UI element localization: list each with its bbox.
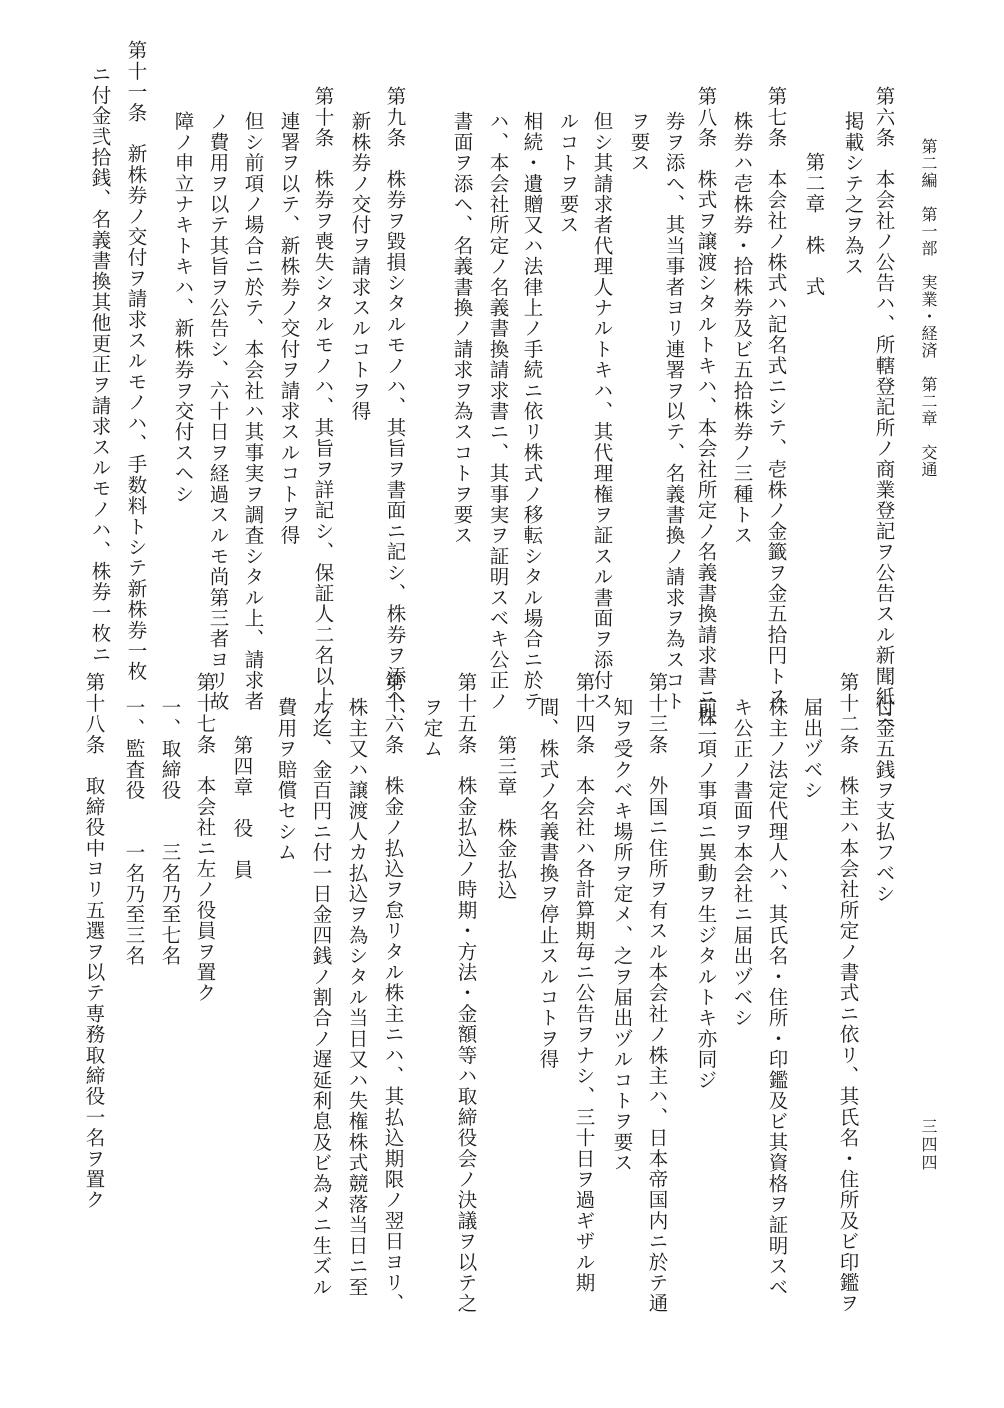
text-column: 付金五銭ヲ支払フベシ xyxy=(872,697,896,904)
text-column: 第十一条 新株券ノ交付ヲ請求スルモノハ、手数料トシテ新株券一枚 xyxy=(124,40,148,682)
text-column: ヲ要ス xyxy=(627,111,651,174)
text-column: 株券ハ壱株券・拾株券及ビ五拾株券ノ三種トス xyxy=(730,111,754,546)
chapter-heading: 第三章 株金払込 xyxy=(494,735,518,901)
text-column: 連署ヲ以テ、新株券ノ交付ヲ請求スルコトヲ得 xyxy=(277,111,301,546)
text-column: 第十三条 外国ニ住所ヲ有スル本会社ノ株主ハ、日本帝国内ニ於テ通 xyxy=(645,672,669,1314)
text-column: 第八条 株式ヲ譲渡シタルトキハ、本会社所定ノ名義書換請求書ニ株 xyxy=(694,86,718,728)
text-column: 前二項ノ事項ニ異動ヲ生ジタルトキ亦同ジ xyxy=(694,697,718,1091)
text-column: 費用ヲ賠償セシム xyxy=(274,697,298,863)
text-column: 第十八条 取締役中ヨリ五選ヲ以テ専務取締役一名ヲ置ク xyxy=(82,672,106,1211)
text-column: 書面ヲ添ヘ、名義書換ノ請求ヲ為スコトヲ要ス xyxy=(450,111,474,546)
text-column: ル迄、金百円ニ付一日金四銭ノ割合ノ遅延利息及ビ為メニ生ズル xyxy=(309,697,333,1298)
text-column: 第十二条 株主ハ本会社所定ノ書式ニ依リ、其氏名・住所及ビ印鑑ヲ xyxy=(836,672,860,1314)
list-item: 一、監査役 一名乃至三名 xyxy=(122,697,146,967)
text-column: 新株券ノ交付ヲ請求スルコトヲ得 xyxy=(348,111,372,422)
text-column: 知ヲ受クベキ場所ヲ定メ、之ヲ届出ヅルコトヲ要ス xyxy=(610,697,634,1174)
text-column: 第十六条 株金ノ払込ヲ怠リタル株主ニハ、其払込期限ノ翌日ヨリ、 xyxy=(381,672,405,1314)
text-column: ニ付金弐拾銭、名義書換其他更正ヲ請求スルモノハ、株券一枚ニ xyxy=(88,64,112,665)
text-column: 第九条 株券ヲ毀損シタルモノハ、其旨ヲ書面ニ記シ、株券ヲ添ヘ、 xyxy=(383,86,407,728)
text-column: キ公正ノ書面ヲ本会社ニ届出ヅベシ xyxy=(730,697,754,1029)
text-column: 届出ヅベシ xyxy=(800,697,824,801)
text-column: ヲ定ム xyxy=(420,697,444,760)
text-column: 障ノ申立ナキトキハ、新株券ヲ交付スヘシ xyxy=(171,111,195,505)
text-column: 間、株式ノ名義書換ヲ停止スルコトヲ得 xyxy=(536,697,560,1070)
text-column: 株主又ハ譲渡人カ払込ヲ為シタル当日又ハ失権株式競落当日ニ至 xyxy=(345,697,369,1298)
text-column: 第七条 本会社ノ株式ハ記名式ニシテ、壱株ノ金籤ヲ金五拾円トス xyxy=(764,86,788,707)
text-column: 但シ其請求者代理人ナルトキハ、其代理権ヲ証スル書面ヲ添付ス xyxy=(590,111,614,712)
text-column: 相続・遺贈又ハ法律上ノ手続ニ依リ株式ノ移転シタル場合ニ於テ xyxy=(520,111,544,712)
text-column: 第十七条 本会社ニ左ノ役員ヲ置ク xyxy=(193,672,217,1004)
page-number: 三四四 xyxy=(919,1118,938,1172)
text-column: ハ、本会社所定ノ名義書換請求書ニ、其事実ヲ証明スベキ公正ノ xyxy=(486,111,510,712)
chapter-heading: 第二章 株 式 xyxy=(802,152,826,297)
running-header: 第二編 第一部 実業・経済 第二章 交通 xyxy=(919,138,938,478)
text-column: ルコトヲ要ス xyxy=(556,111,580,236)
text-column: 但シ前項ノ場合ニ於テ、本会社ハ其事実ヲ調査シタル上、請求者 xyxy=(241,111,265,712)
text-column: 第十四条 本会社ハ各計算期毎ニ公告ヲナシ、三十日ヲ過ギザル期 xyxy=(572,672,596,1293)
chapter-heading: 第四章 役 員 xyxy=(230,735,254,880)
text-column: 第六条 本会社ノ公告ハ、所轄登記所ノ商業登記ヲ公告スル新聞紙ニ xyxy=(872,86,896,728)
text-column: 第十条 株券ヲ喪失シタルモノハ、其旨ヲ詳記シ、保証人二名以上ノ xyxy=(311,86,335,728)
text-column: 株主ノ法定代理人ハ、其氏名・住所・印鑑及ビ其資格ヲ証明スベ xyxy=(765,697,789,1298)
text-column: 券ヲ添ヘ、其当事者ヨリ連署ヲ以テ、名義書換ノ請求ヲ為スコト xyxy=(662,111,686,712)
text-column: ノ費用ヲ以テ其旨ヲ公告シ、六十日ヲ経過スルモ尚第三者ヨリ故 xyxy=(206,111,230,712)
text-column: 第十五条 株金払込ノ時期・方法・金額等ハ取締役会ノ決議ヲ以テ之 xyxy=(454,672,478,1314)
text-column: 掲載シテ之ヲ為ス xyxy=(841,111,865,277)
list-item: 一、取締役 三名乃至七名 xyxy=(158,697,182,967)
